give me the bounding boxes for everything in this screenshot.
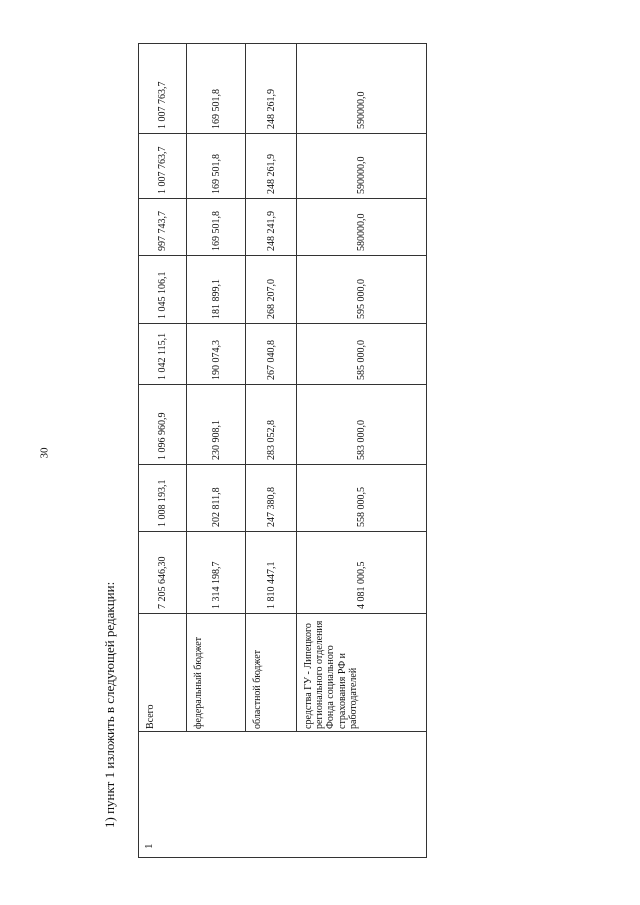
value-cell: 595 000,0	[297, 256, 427, 324]
row-label-regional: областной бюджет	[246, 614, 297, 732]
value-cell: 590000,0	[297, 134, 427, 199]
row-label-total: Всего	[139, 614, 187, 732]
value-cell: 248 261,9	[246, 134, 297, 199]
value-cell: 283 052,8	[246, 385, 297, 465]
value-cell: 1 314 198,7	[187, 532, 246, 614]
table-row	[139, 44, 187, 858]
value-cell: 169 501,8	[187, 44, 246, 134]
value-cell: 267 040,8	[246, 324, 297, 385]
value-cell: 1 810 447,1	[246, 532, 297, 614]
value-cell: 169 501,8	[187, 134, 246, 199]
value-cell: 1 008 193,1	[139, 465, 187, 532]
value-cell: 1 042 115,1	[139, 324, 187, 385]
value-cell: 248 241,9	[246, 199, 297, 256]
value-cell: 997 743,7	[139, 199, 187, 256]
value-cell: 230 908,1	[187, 385, 246, 465]
value-cell: 169 501,8	[187, 199, 246, 256]
row-label-social-insurance-fund: средства ГУ - Липецкого регионального отделения Фонда социального страхования РФ и работодателей	[297, 614, 427, 732]
intro-text: 1) пункт 1 изложить в следующей редакции:	[102, 581, 117, 828]
page-number: 30	[38, 447, 51, 459]
value-cell: 1 096 960,9	[139, 385, 187, 465]
value-cell: 247 380,8	[246, 465, 297, 532]
value-cell: 202 811,8	[187, 465, 246, 532]
value-cell: 590000,0	[297, 44, 427, 134]
value-cell: 248 261,9	[246, 44, 297, 134]
row-label-federal: федеральный бюджет	[187, 614, 246, 732]
value-cell: 190 074,3	[187, 324, 246, 385]
value-cell: 1 007 763,7	[139, 134, 187, 199]
value-cell: 585 000,0	[297, 324, 427, 385]
value-cell: 583 000,0	[297, 385, 427, 465]
row-index-cell: 1	[139, 732, 427, 858]
value-cell: 4 081 000,5	[297, 532, 427, 614]
value-cell: 1 045 106,1	[139, 256, 187, 324]
budget-table	[138, 43, 427, 858]
value-cell: 580000,0	[297, 199, 427, 256]
value-cell: 268 207,0	[246, 256, 297, 324]
value-cell: 7 205 646,30	[139, 532, 187, 614]
value-cell: 1 007 763,7	[139, 44, 187, 134]
value-cell: 181 899,1	[187, 256, 246, 324]
value-cell: 558 000,5	[297, 465, 427, 532]
